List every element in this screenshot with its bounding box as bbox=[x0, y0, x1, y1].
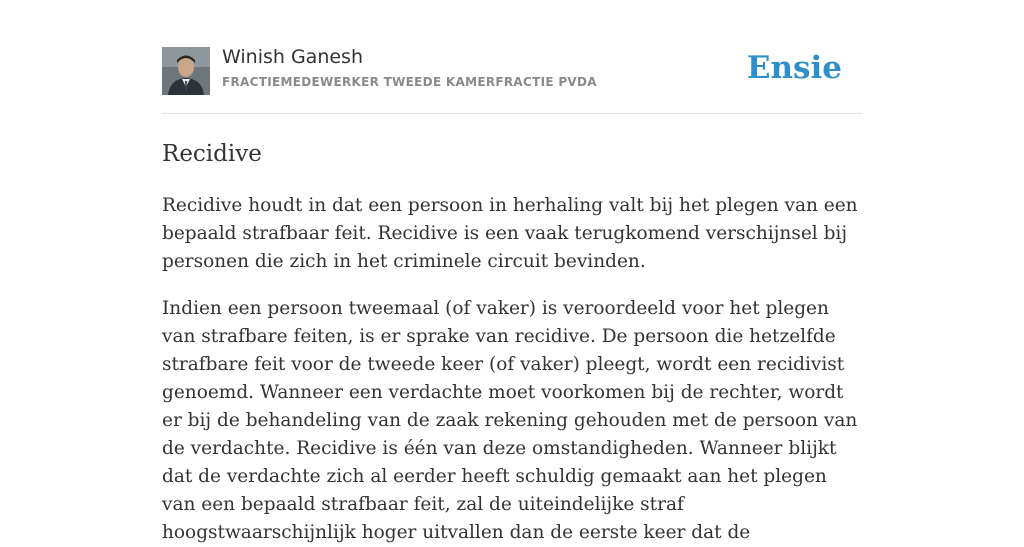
article-paragraph-2: Indien een persoon tweemaal (of vaker) is veroordeeld voor het plegen van strafbare feiten, is er sprake van recidive. De persoon die hetzelfde strafbare feit voor de tweede keer (of vaker) pleegt, wordt een recidivist genoemd. Wanneer een verdachte moet voorkomen bij de rechter, wordt er bij de behandeling van de zaak rekening gehouden met de persoon van de verdachte. Recidive is één van deze omstandigheden. Wanneer blijkt dat de verdachte zich al eerder heeft schuldig gemaakt aan het plegen van een bepaald strafbaar feit, zal de uiteindelijke straf hoogstwaarschijnlijk hoger uitvallen dan de eerste keer dat de bbox=[162, 298, 858, 543]
person-photo-icon bbox=[162, 47, 210, 95]
article-container bbox=[162, 0, 862, 547]
author-avatar[interactable] bbox=[162, 47, 210, 95]
author-role: FRACTIEMEDEWERKER TWEEDE KAMERFRACTIE PVDA bbox=[222, 75, 597, 89]
author-name[interactable]: Winish Ganesh bbox=[222, 46, 363, 68]
article-title: Recidive bbox=[162, 141, 262, 167]
article-paragraph-1: Recidive houdt in dat een persoon in herhaling valt bij het plegen van een bepaald strafbaar feit. Recidive is een vaak terugkomend verschijnsel bij personen die zich in het criminele circuit bevinden. bbox=[162, 195, 858, 272]
author-header bbox=[162, 0, 862, 114]
brand-logo[interactable]: Ensie bbox=[746, 50, 842, 86]
